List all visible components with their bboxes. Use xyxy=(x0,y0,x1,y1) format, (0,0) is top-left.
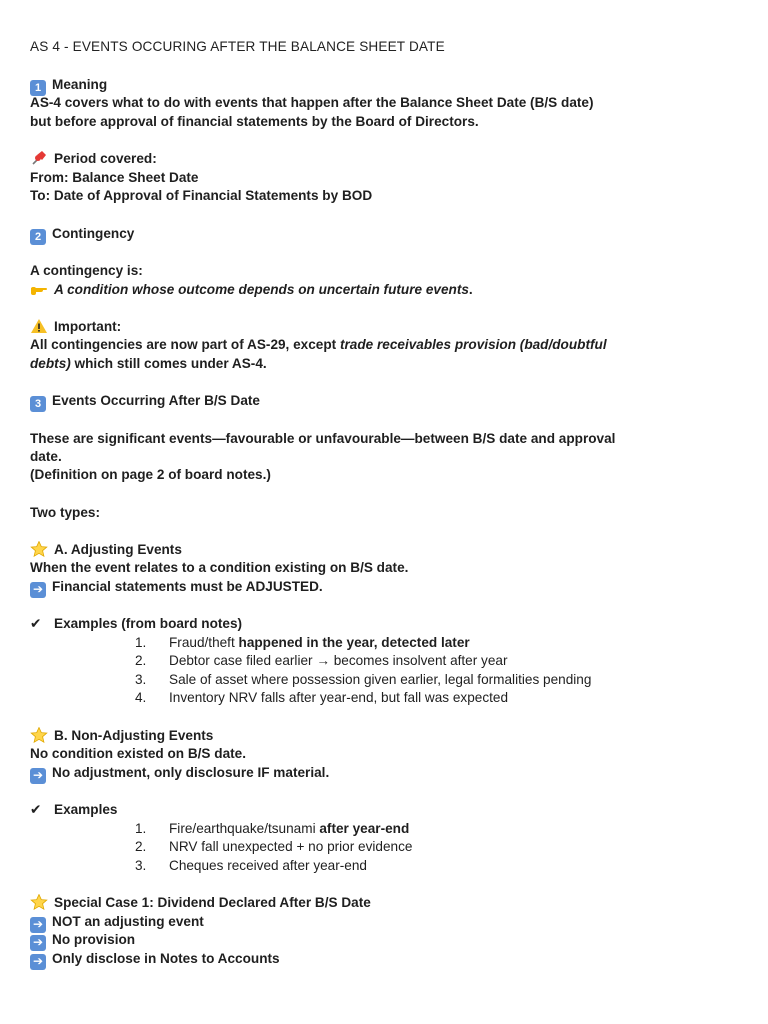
non-adjusting-examples-heading: ✔ Examples xyxy=(30,802,118,817)
star-icon xyxy=(30,541,48,557)
events-paragraph-line-2: date. xyxy=(30,449,62,464)
section-meaning-heading xyxy=(30,76,107,96)
period-from: From: Balance Sheet Date xyxy=(30,170,199,185)
events-definition-note: (Definition on page 2 of board notes.) xyxy=(30,467,271,482)
contingency-intro: A contingency is: xyxy=(30,263,143,278)
list-item: 1. Fire/earthquake/tsunami after year-end xyxy=(135,821,410,836)
important-line-2: debts) which still comes under AS-4. xyxy=(30,356,267,371)
star-icon xyxy=(30,727,48,743)
section-heading-text: Meaning xyxy=(52,77,108,92)
check-mark-icon: ✔ xyxy=(30,802,42,817)
keycap-two-icon: 2 xyxy=(30,229,46,245)
meaning-paragraph-line-1: AS-4 covers what to do with events that happen after the Balance Sheet Date (B/S date) xyxy=(30,95,594,110)
right-arrow-icon: ➔ xyxy=(30,768,46,784)
warning-icon xyxy=(30,318,48,334)
contingency-definition: A condition whose outcome depends on uncertain future events. xyxy=(30,281,473,299)
list-item: 1. Fraud/theft happened in the year, detected later xyxy=(135,635,470,650)
section-contingency-heading: 2 Contingency xyxy=(30,225,134,245)
document-title: AS 4 - EVENTS OCCURING AFTER THE BALANCE SHEET DATE xyxy=(30,39,445,54)
list-item: 3. Cheques received after year-end xyxy=(135,858,367,873)
non-adjusting-description: No condition existed on B/S date. xyxy=(30,746,247,761)
adjusting-rule: ➔ Financial statements must be ADJUSTED. xyxy=(30,578,323,598)
keycap-three-icon: 3 xyxy=(30,396,46,412)
two-types-label: Two types: xyxy=(30,505,100,520)
non-adjusting-events-heading: B. Non-Adjusting Events xyxy=(30,727,213,745)
important-line-1: All contingencies are now part of AS-29, except trade receivables provision (bad/doubtful xyxy=(30,337,607,352)
adjusting-events-heading: A. Adjusting Events xyxy=(30,541,182,559)
important-heading: Important: xyxy=(30,318,121,336)
check-mark-icon: ✔ xyxy=(30,616,42,631)
pushpin-icon xyxy=(30,150,48,166)
non-adjusting-rule: ➔ No adjustment, only disclosure IF material. xyxy=(30,764,329,784)
period-to: To: Date of Approval of Financial Statements by BOD xyxy=(30,188,373,203)
meaning-paragraph-line-2: but before approval of financial statements by the Board of Directors. xyxy=(30,114,479,129)
right-arrow-icon: ➔ xyxy=(30,954,46,970)
section-events-heading: 3 Events Occurring After B/S Date xyxy=(30,392,260,412)
list-item: 2. NRV fall unexpected + no prior evidence xyxy=(135,839,413,854)
special-case-line-1: ➔ NOT an adjusting event xyxy=(30,913,204,933)
list-item: 2. Debtor case filed earlier → becomes insolvent after year xyxy=(135,653,508,668)
right-arrow-icon: ➔ xyxy=(30,582,46,598)
list-item: 4. Inventory NRV falls after year-end, but fall was expected xyxy=(135,690,509,705)
special-case-1-heading: Special Case 1: Dividend Declared After B/S Date xyxy=(30,894,371,912)
adjusting-description: When the event relates to a condition existing on B/S date. xyxy=(30,560,409,575)
right-arrow-icon: ➔ xyxy=(30,917,46,933)
adjusting-examples-heading: ✔ Examples (from board notes) xyxy=(30,616,243,631)
special-case-line-3: ➔ Only disclose in Notes to Accounts xyxy=(30,950,280,970)
right-arrow-icon: ➔ xyxy=(30,935,46,951)
events-paragraph-line-1: These are significant events—favourable or unfavourable—between B/S date and approval xyxy=(30,431,616,446)
keycap-one-icon: 1 xyxy=(30,80,46,96)
period-covered-heading: Period covered: xyxy=(30,150,157,168)
pointing-hand-icon xyxy=(30,281,48,297)
star-icon xyxy=(30,894,48,910)
list-item: 3. Sale of asset where possession given earlier, legal formalities pending xyxy=(135,672,592,687)
special-case-line-2: ➔ No provision xyxy=(30,931,135,951)
